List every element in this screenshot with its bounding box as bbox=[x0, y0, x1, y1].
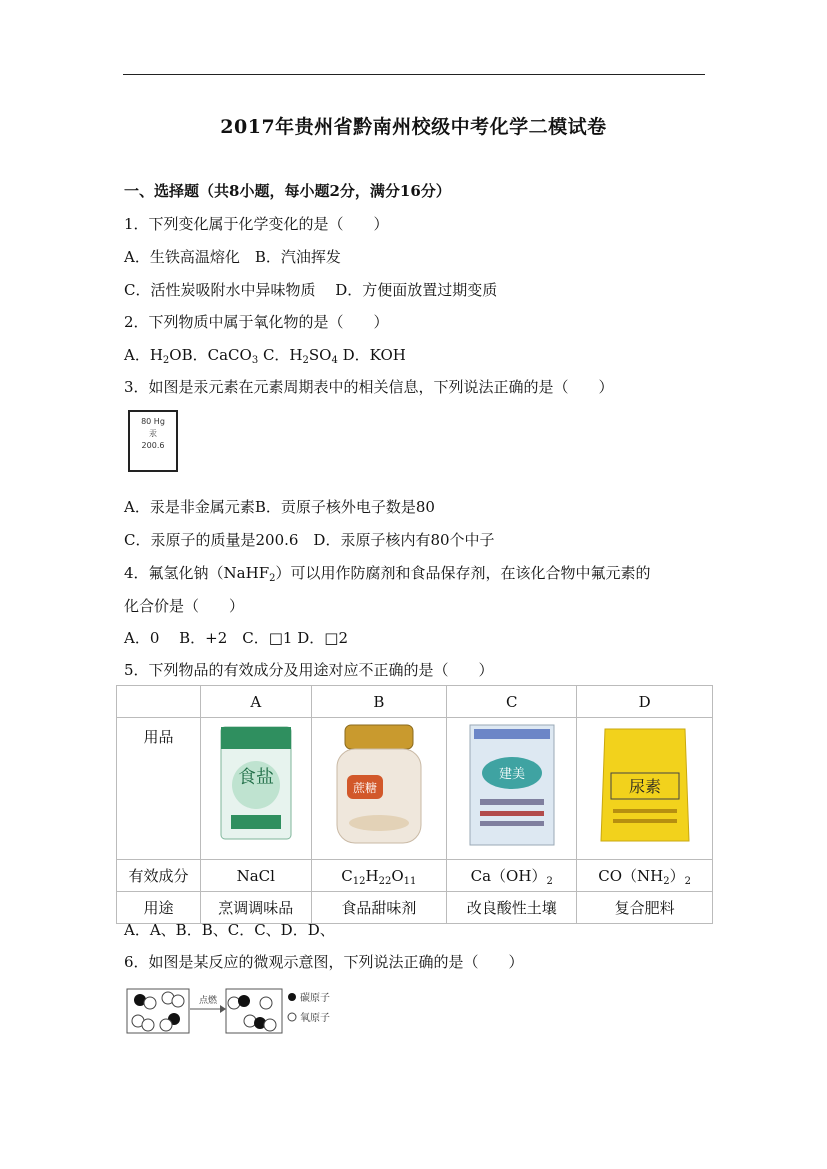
element-mass-line: 200.6 bbox=[141, 441, 165, 450]
q5-table bbox=[116, 685, 713, 924]
use-a: 烹调调味品 bbox=[201, 892, 312, 924]
table-row bbox=[117, 686, 713, 718]
use-c: 改良酸性土壤 bbox=[447, 892, 577, 924]
row-label-effective: 有效成分 bbox=[117, 860, 201, 892]
use-b: 食品甜味剂 bbox=[311, 892, 447, 924]
use-d: 复合肥料 bbox=[577, 892, 713, 924]
q1-stem: 1．下列变化属于化学变化的是（ ） bbox=[124, 215, 389, 233]
section-heading: 一、选择题（共8小题，每小题2分，满分16分） bbox=[124, 182, 451, 200]
effective-a: NaCl bbox=[201, 860, 312, 892]
q6-stem: 6．如图是某反应的微观示意图，下列说法正确的是（ ） bbox=[124, 953, 524, 971]
q3-options-2: C．汞原子的质量是200.6 D．汞原子核内有80个中子 bbox=[124, 531, 495, 549]
svg-text:食盐: 食盐 bbox=[237, 767, 274, 788]
element-symbol-line: 80 Hg bbox=[141, 417, 165, 426]
q1-options-1: A．生铁高温熔化 B．汽油挥发 bbox=[124, 248, 341, 266]
effective-b: $C_{12}H_{22}O_{11}$ bbox=[311, 860, 447, 892]
column-header-c: C bbox=[447, 686, 577, 718]
effective-d: $CO(NH_2)_2$ bbox=[577, 860, 713, 892]
table-cell bbox=[117, 686, 201, 718]
q3-stem: 3．如图是汞元素在元素周期表中的相关信息，下列说法正确的是（ ） bbox=[124, 378, 614, 396]
svg-text:建美: 建美 bbox=[498, 767, 525, 782]
reaction-diagram bbox=[126, 983, 341, 1035]
svg-text:点燃: 点燃 bbox=[198, 996, 218, 1006]
urea-bag-image bbox=[597, 723, 693, 847]
q5-options: A．A、B．B、C．C、D．D、 bbox=[124, 921, 335, 939]
svg-text:尿素: 尿素 bbox=[628, 777, 661, 796]
q1-options-2: C．活性炭吸附水中异味物质 D．方便面放置过期变质 bbox=[124, 281, 498, 299]
row-label-use: 用途 bbox=[117, 892, 201, 924]
q4-stem: 4．氟氢化钠（NaHF$_2$）可以用作防腐剂和食品保存剂，在该化合物中氟元素的 bbox=[124, 564, 651, 584]
column-header-b: B bbox=[311, 686, 447, 718]
urea-image-cell bbox=[577, 718, 713, 860]
svg-text:蔗糖: 蔗糖 bbox=[352, 781, 377, 795]
q5-stem: 5．下列物品的有效成分及用途对应不正确的是（ ） bbox=[124, 661, 494, 679]
table-row bbox=[117, 860, 713, 892]
q4-options: A．0 B．+2 C．□1 D．□2 bbox=[124, 629, 348, 647]
salt-bag-image bbox=[217, 723, 295, 843]
table-row bbox=[117, 892, 713, 924]
page-title: 2017年贵州省黔南州校级中考化学二模试卷 bbox=[220, 116, 607, 138]
row-label-item: 用品 bbox=[117, 718, 201, 860]
q2-stem: 2．下列物质中属于氧化物的是（ ） bbox=[124, 313, 389, 331]
column-header-d: D bbox=[577, 686, 713, 718]
sugar-jar-image bbox=[331, 723, 427, 847]
q4-stem-2: 化合价是（ ） bbox=[124, 597, 245, 615]
q3-options-1: A．汞是非金属元素B．贡原子核外电子数是80 bbox=[124, 498, 435, 516]
table-row bbox=[117, 718, 713, 860]
column-header-a: A bbox=[201, 686, 312, 718]
element-name-line: 汞 bbox=[149, 429, 157, 438]
mercury-element-box bbox=[128, 410, 178, 472]
top-rule bbox=[123, 74, 705, 75]
svg-text:氧原子: 氧原子 bbox=[300, 1013, 330, 1024]
lime-bag-image bbox=[466, 723, 558, 847]
effective-c: $Ca(OH)_2$ bbox=[447, 860, 577, 892]
salt-image-cell bbox=[201, 718, 312, 860]
svg-text:碳原子: 碳原子 bbox=[300, 993, 330, 1004]
lime-image-cell bbox=[447, 718, 577, 860]
sugar-image-cell bbox=[311, 718, 447, 860]
q2-options: A．$H_2OB$．CaCO$_3$ C．$H_2SO_4$ D．KOH bbox=[124, 346, 406, 366]
